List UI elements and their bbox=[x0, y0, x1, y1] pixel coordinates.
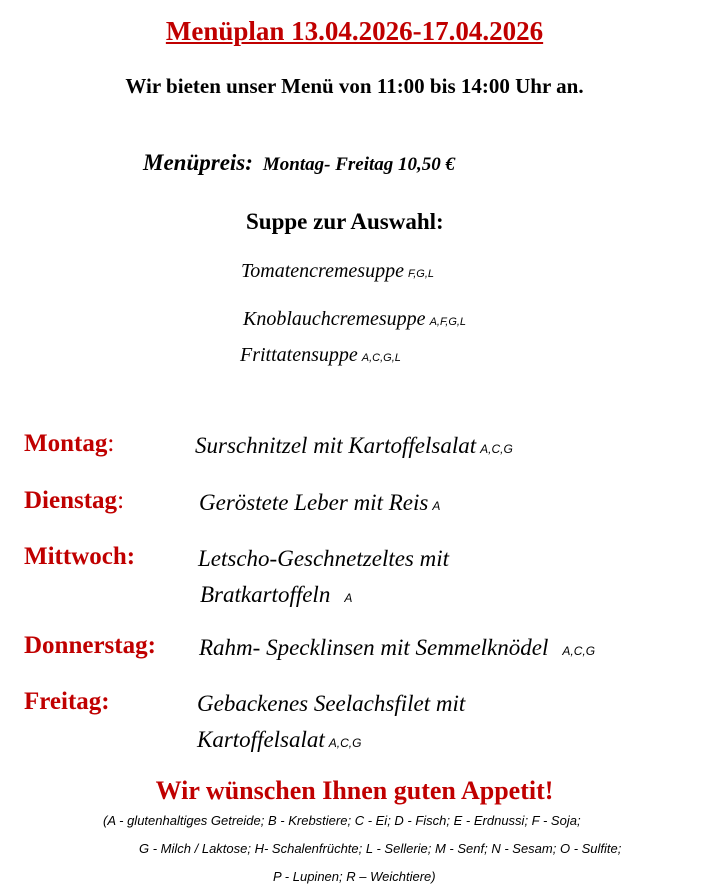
soup-name: Frittatensuppe bbox=[240, 344, 358, 366]
soup-heading: Suppe zur Auswahl: bbox=[246, 209, 444, 234]
soup-item bbox=[240, 344, 401, 367]
price-label: Menüpreis: bbox=[143, 150, 253, 175]
day-label-mittwoch: Mittwoch: bbox=[24, 543, 136, 570]
soup-allergens: A,C,G,L bbox=[361, 352, 401, 364]
soup-allergens: F,G,L bbox=[407, 268, 435, 280]
dish-allergens: A,C,G bbox=[328, 736, 362, 750]
dish-line: Surschnitzel mit Kartoffelsalat bbox=[195, 433, 477, 458]
dish-line: Letscho-Geschnetzeltes mit bbox=[198, 546, 450, 571]
dish-allergens: A,C,G bbox=[480, 442, 513, 456]
menu-title: Menüplan 13.04.2026-17.04.2026 bbox=[165, 16, 544, 46]
soup-item bbox=[241, 260, 434, 283]
price-value: Montag- Freitag 10,50 € bbox=[262, 154, 456, 175]
allergen-legend-line: (A - glutenhaltiges Getreide; B - Krebstiere; C - Ei; D - Fisch; E - Erdnussi; F - Soja; bbox=[103, 813, 581, 828]
soup-item bbox=[243, 308, 466, 331]
dish-allergens: A bbox=[344, 591, 353, 605]
day-label-donnerstag: Donnerstag: bbox=[24, 632, 156, 659]
allergen-legend-line: G - Milch / Laktose; H- Schalenfrüchte; L - Sellerie; M - Senf; N - Sesam; O - Sulfite; bbox=[139, 841, 622, 856]
closing-message: Wir wünschen Ihnen guten Appetit! bbox=[155, 776, 554, 805]
dish-line: Geröstete Leber mit Reis bbox=[199, 490, 429, 515]
dish-dienstag bbox=[199, 485, 440, 524]
dish-allergens: A,C,G bbox=[562, 644, 596, 658]
dish-mittwoch bbox=[198, 541, 449, 616]
menu-price bbox=[143, 150, 455, 176]
day-label-freitag: Freitag: bbox=[24, 688, 110, 715]
serving-hours: Wir bieten unser Menü von 11:00 bis 14:00 Uhr an. bbox=[125, 74, 584, 98]
dish-line: Rahm- Specklinsen mit Semmelknödel bbox=[199, 635, 549, 660]
soup-name: Knoblauchcremesuppe bbox=[243, 308, 426, 330]
dish-freitag bbox=[197, 686, 465, 761]
dish-line: Bratkartoffeln bbox=[200, 582, 331, 607]
allergen-legend-line: P - Lupinen; R – Weichtiere) bbox=[273, 869, 436, 884]
day-label-dienstag: Dienstag: bbox=[24, 487, 125, 514]
day-label-montag: Montag: bbox=[24, 430, 115, 457]
dish-line: Gebackenes Seelachsfilet mit bbox=[197, 691, 466, 716]
soup-name: Tomatencremesuppe bbox=[241, 260, 404, 282]
dish-montag bbox=[195, 428, 513, 467]
dish-donnerstag bbox=[199, 630, 595, 669]
dish-line: Kartoffelsalat bbox=[197, 727, 325, 752]
dish-allergens: A bbox=[432, 499, 441, 513]
soup-allergens: A,F,G,L bbox=[429, 316, 467, 328]
